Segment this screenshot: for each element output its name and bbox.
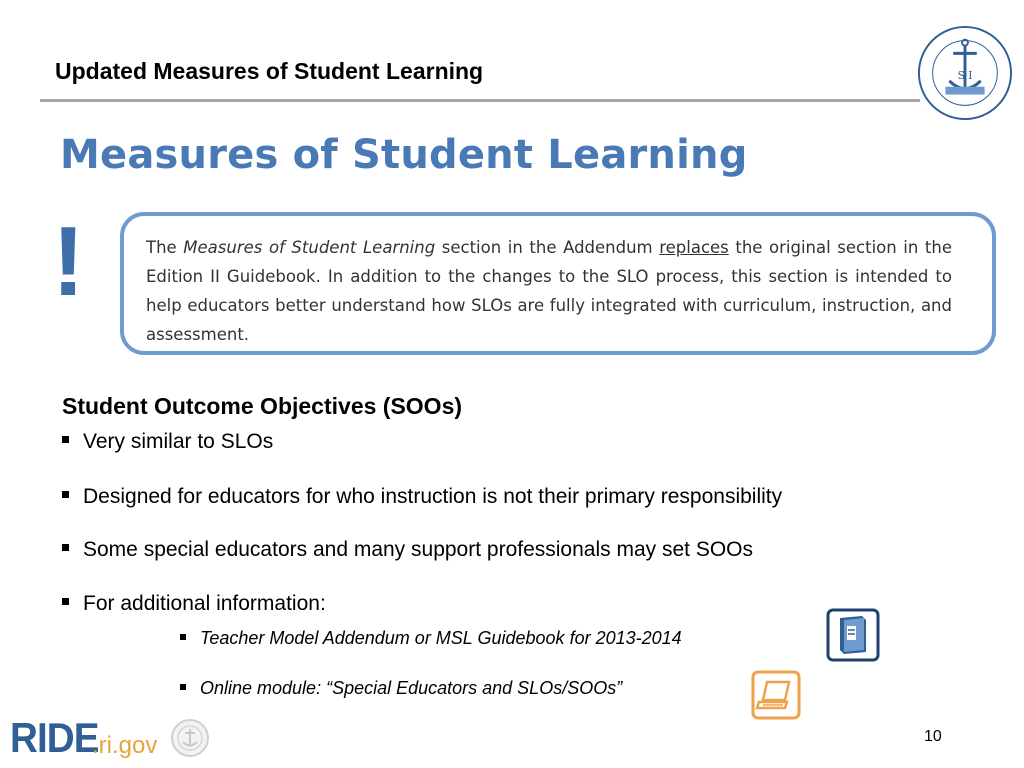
bullet-square-icon	[62, 491, 69, 498]
list-item: Designed for educators for who instruction is not their primary responsibility	[62, 485, 782, 509]
bullet-square-icon	[62, 436, 69, 443]
list-item: For additional information:	[62, 592, 326, 616]
book-icon[interactable]	[826, 608, 880, 662]
laptop-icon[interactable]	[751, 670, 801, 720]
logo-wordmark: RIDE	[10, 714, 99, 761]
bullet-square-icon	[62, 544, 69, 551]
state-seal-icon	[170, 718, 210, 758]
board-of-regents-seal	[916, 24, 1014, 122]
soo-heading: Student Outcome Objectives (SOOs)	[62, 393, 463, 419]
list-item: Very similar to SLOs	[62, 430, 273, 454]
bullet-square-icon	[62, 598, 69, 605]
slide-title: Updated Measures of Student Learning	[55, 58, 484, 84]
callout-underlined-word: replaces	[659, 238, 729, 257]
logo-domain: .ri.gov	[92, 732, 158, 759]
ride-logo	[10, 714, 210, 764]
bullet-square-icon	[180, 634, 186, 640]
callout-box	[120, 212, 996, 355]
section-heading: Measures of Student Learning	[60, 132, 748, 178]
page-number: 10	[924, 728, 942, 745]
title-divider	[40, 99, 920, 102]
seal-initials: S I	[957, 68, 973, 82]
callout-text: The Measures of Student Learning section in the Addendum replaces the original section in the Edition II Guidebook. In addition to the changes to the SLO process, this section is intended to help educators better understand how SLOs are fully integrated with curriculum, instruction, and assessment.	[146, 238, 952, 344]
bullet-square-icon	[180, 684, 186, 690]
exclamation-icon: !	[52, 206, 85, 316]
list-item: Some special educators and many support professionals may set SOOs	[62, 538, 753, 562]
sub-list-item[interactable]: Online module: “Special Educators and SLOs/SOOs”	[180, 678, 622, 699]
sub-list-item[interactable]: Teacher Model Addendum or MSL Guidebook for 2013-2014	[180, 628, 682, 649]
callout-italic-term: Measures of Student Learning	[183, 238, 436, 257]
